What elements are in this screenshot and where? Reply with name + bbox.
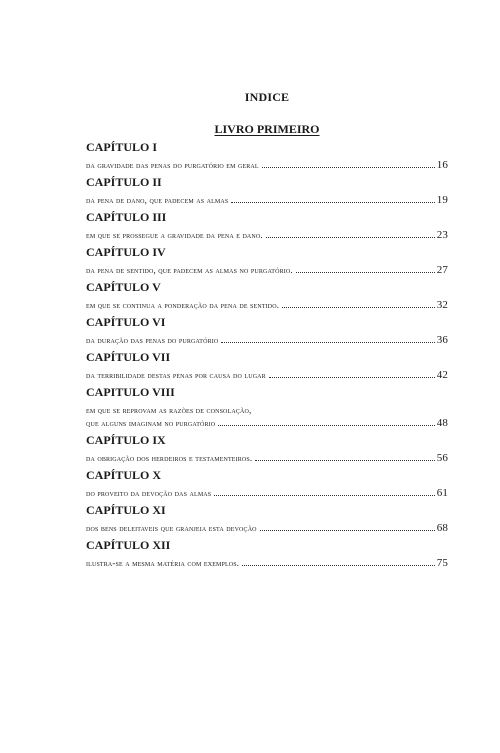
toc-chapter (86, 315, 448, 346)
dot-leader (218, 425, 434, 426)
chapter-heading: CAPÍTULO I (86, 140, 158, 154)
page-number: 19 (436, 194, 448, 206)
dot-leader (242, 565, 435, 566)
chapter-description: dos bens deleitaveis que granjeia esta devoção (86, 523, 257, 533)
page-number: 16 (436, 159, 448, 171)
chapter-heading: CAPÍTULO VI (86, 315, 166, 329)
page-number: 56 (436, 452, 448, 464)
dot-leader (231, 202, 434, 203)
dot-leader (266, 237, 435, 238)
table-of-contents (86, 136, 448, 573)
dot-leader (282, 307, 435, 308)
toc-chapter (86, 140, 448, 171)
toc-entry (86, 369, 448, 381)
chapter-heading: CAPÍTULO III (86, 210, 167, 224)
chapter-heading: CAPITULO VIII (86, 385, 175, 399)
dot-leader (262, 167, 435, 168)
chapter-description: do proveito da devoção das almas (86, 488, 212, 498)
dot-leader (296, 272, 435, 273)
toc-entry (86, 522, 448, 534)
dot-leader (260, 530, 435, 531)
toc-chapter (86, 350, 448, 381)
chapter-description: da gravidade das penas do purgatório em geral (86, 160, 259, 170)
page-number: 48 (436, 417, 448, 429)
toc-entry (86, 487, 448, 499)
chapter-description: da terribilidade destas penas por causa do lugar (86, 370, 266, 380)
dot-leader (255, 460, 434, 461)
toc-chapter (86, 280, 448, 311)
toc-entry (86, 452, 448, 464)
toc-entry (86, 194, 448, 206)
toc-chapter (86, 538, 448, 569)
dot-leader (221, 342, 434, 343)
chapter-heading: CAPÍTULO X (86, 468, 162, 482)
chapter-description: que alguns imaginam no purgatório (86, 418, 216, 428)
index-title: INDICE (244, 90, 290, 104)
chapter-description: da duração das penas do purgatório (86, 335, 219, 345)
page-number: 32 (436, 299, 448, 311)
toc-entry (86, 417, 448, 429)
toc-chapter (86, 468, 448, 499)
toc-entry (86, 229, 448, 241)
page-number: 68 (436, 522, 448, 534)
chapter-heading: CAPÍTULO XII (86, 538, 171, 552)
chapter-heading: CAPÍTULO V (86, 280, 161, 294)
toc-entry (86, 264, 448, 276)
chapter-description: em que se prossegue a gravidade da pena e dano. (86, 230, 263, 240)
page-number: 23 (436, 229, 448, 241)
chapter-description: da obrigação dos herdeiros e testamenteiros. (86, 453, 253, 463)
chapter-description: da pena de dano, que padecem as almas (86, 195, 229, 205)
page-number: 75 (436, 557, 448, 569)
chapter-heading: CAPÍTULO XI (86, 503, 166, 517)
toc-chapter (86, 385, 448, 429)
dot-leader (269, 377, 435, 378)
page-number: 27 (436, 264, 448, 276)
toc-entry (86, 334, 448, 346)
book-title: LIVRO PRIMEIRO (214, 122, 320, 136)
page-number: 36 (436, 334, 448, 346)
chapter-heading: CAPÍTULO IX (86, 433, 166, 447)
chapter-description-line: em que se reprovam as razões de consolação, (86, 405, 252, 415)
chapter-description: da pena de sentido, que padecem as almas no purgatório. (86, 265, 293, 275)
chapter-heading: CAPÍTULO II (86, 175, 162, 189)
chapter-description: em que se continua a ponderação da pena de sentido. (86, 300, 280, 310)
toc-entry (86, 299, 448, 311)
chapter-heading: CAPÍTULO IV (86, 245, 166, 259)
toc-chapter (86, 433, 448, 464)
chapter-description: ilustra-se a mesma matéria com exemplos. (86, 558, 240, 568)
dot-leader (214, 495, 434, 496)
toc-entry (86, 159, 448, 171)
page-number: 42 (436, 369, 448, 381)
toc-chapter (86, 210, 448, 241)
toc-chapter (86, 503, 448, 534)
toc-entry (86, 557, 448, 569)
toc-chapter (86, 245, 448, 276)
toc-chapter (86, 175, 448, 206)
page-number: 61 (436, 487, 448, 499)
chapter-heading: CAPÍTULO VII (86, 350, 171, 364)
